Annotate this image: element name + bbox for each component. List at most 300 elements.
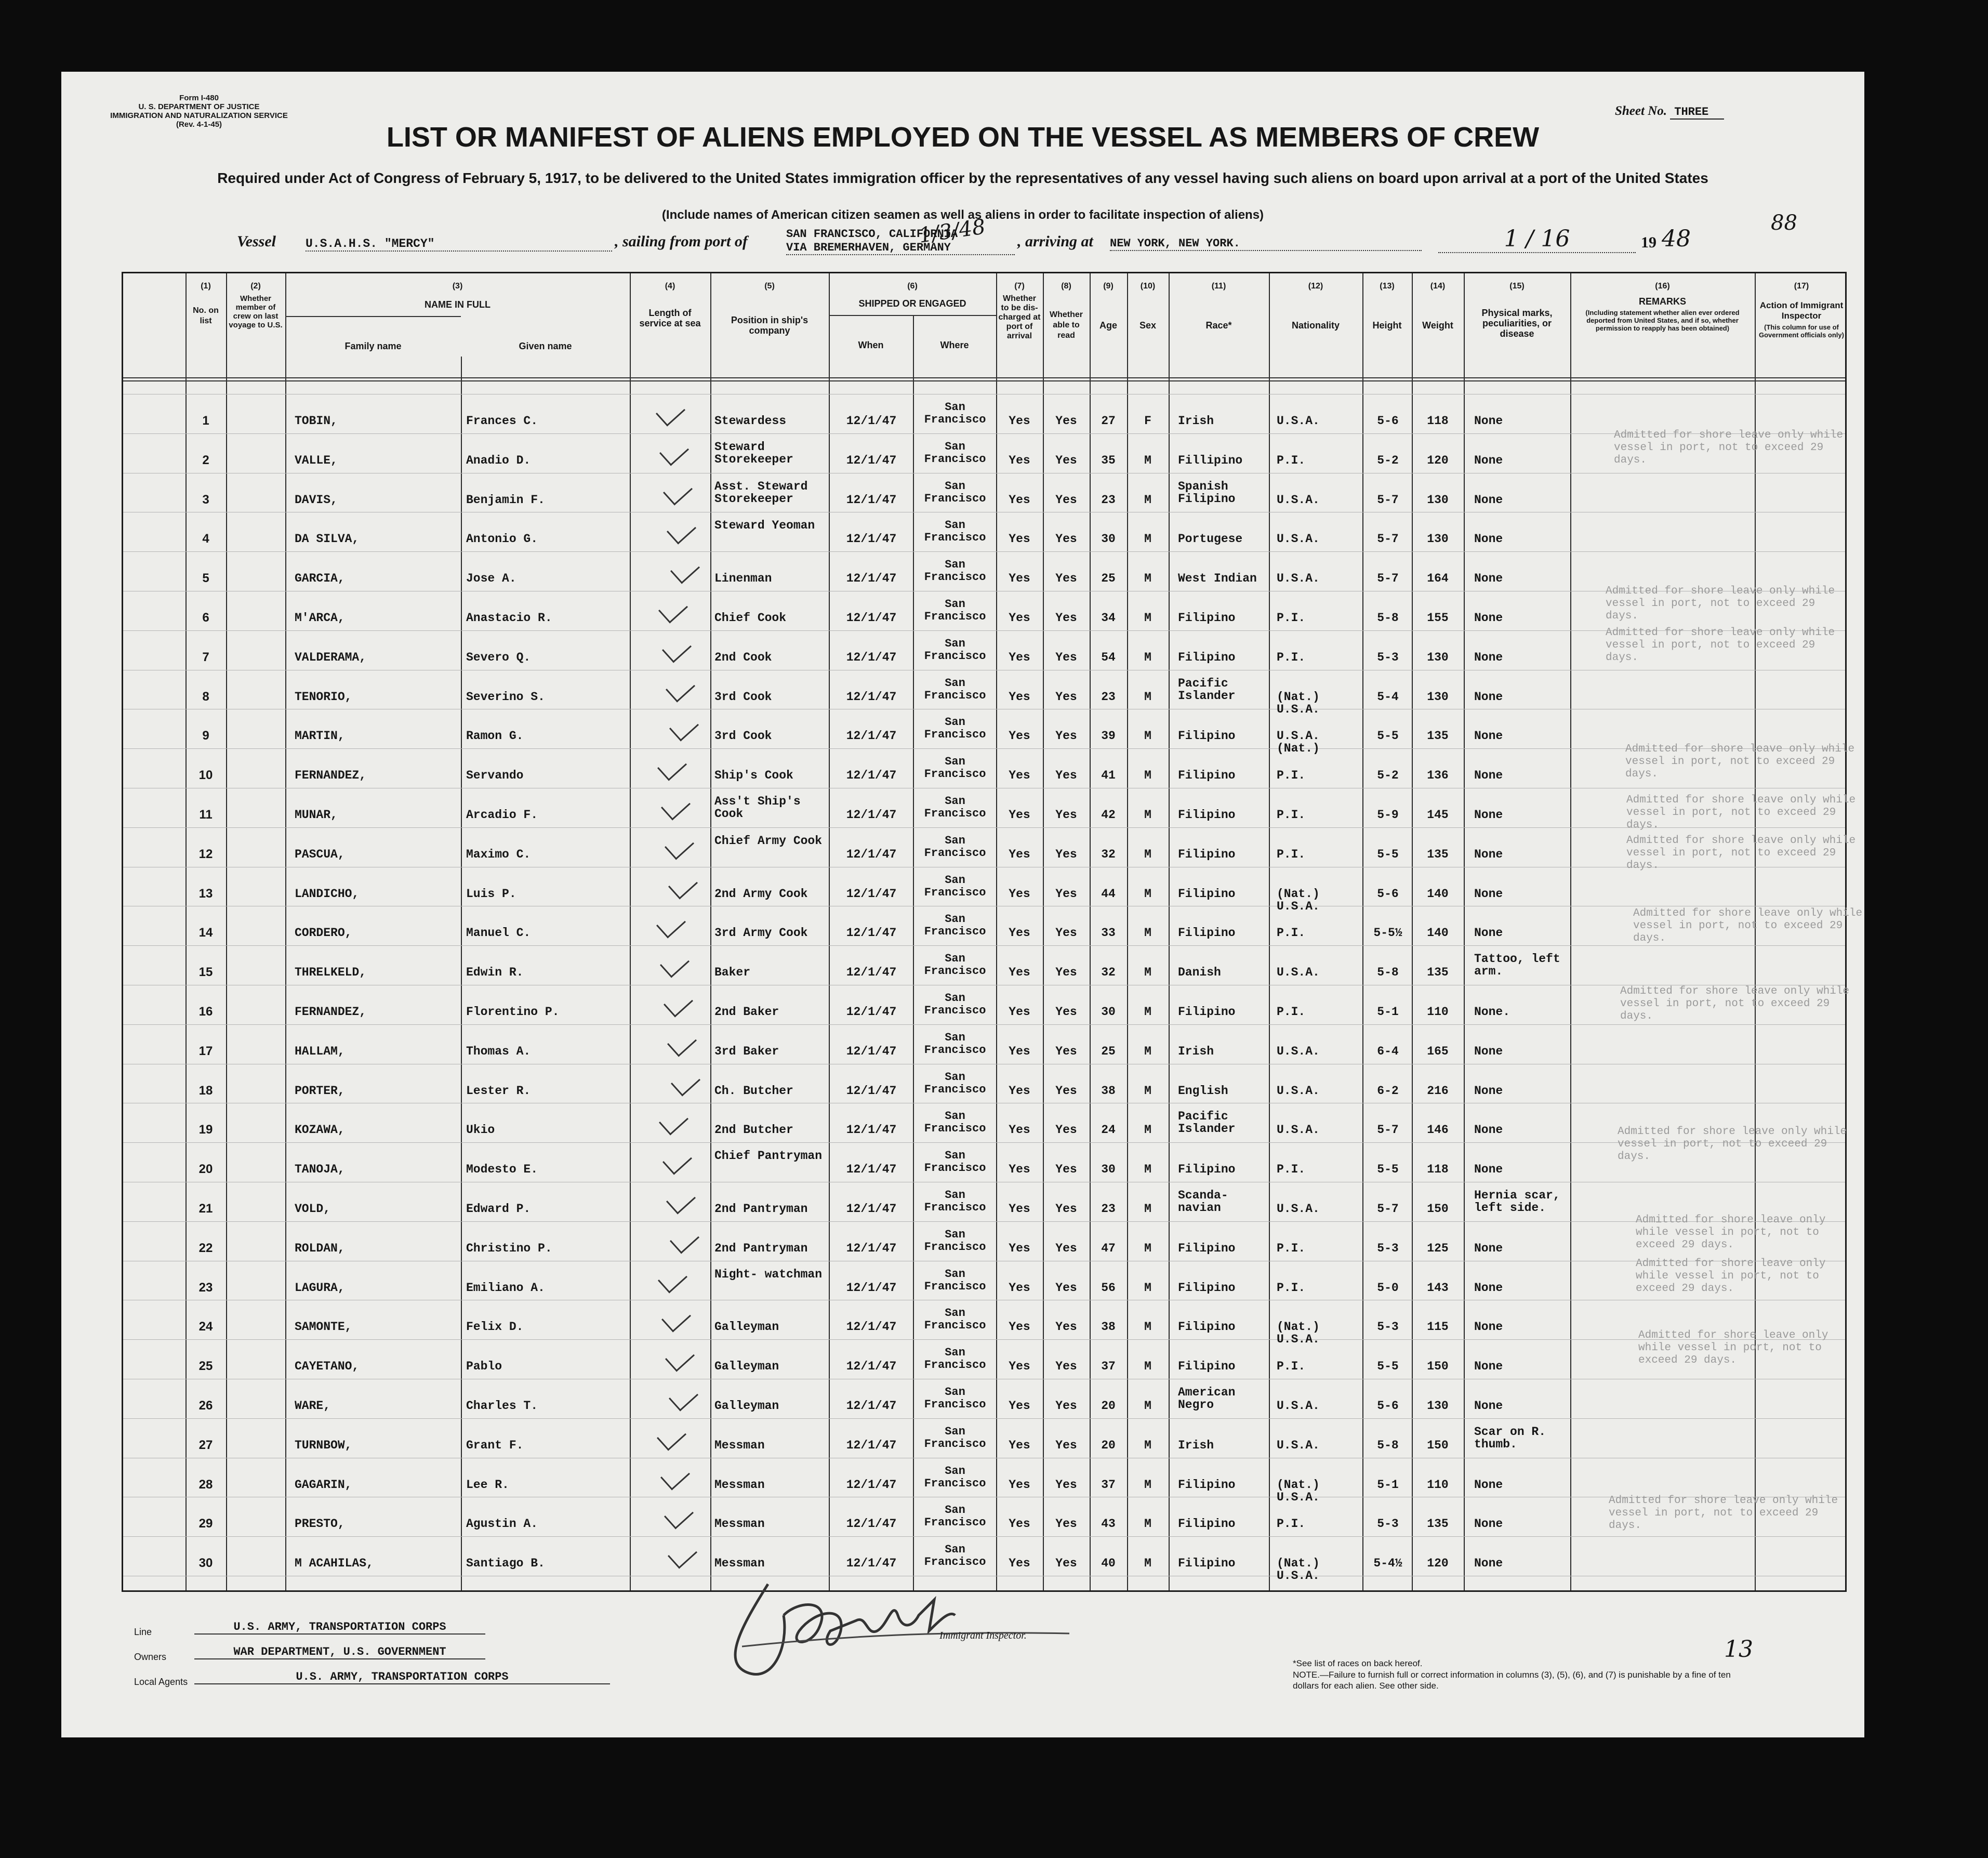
cell-read: Yes	[1055, 1202, 1077, 1216]
cell-height: 5-5	[1377, 1360, 1399, 1374]
cell-marks: None	[1474, 1123, 1503, 1137]
header-shipped-engaged: SHIPPED OR ENGAGED	[858, 298, 966, 309]
cell-when: 12/1/47	[846, 1202, 897, 1216]
cell-age: 25	[1101, 572, 1116, 586]
cell-sex: M	[1144, 532, 1151, 546]
cell-family: FERNANDEZ,	[295, 769, 367, 783]
header-whether-member: Whether member of crew on last voyage to U.S.	[229, 294, 283, 330]
cell-race: Scanda- navian	[1178, 1189, 1228, 1215]
cell-nationality: U.S.A.	[1277, 1044, 1320, 1058]
cell-sex: M	[1144, 650, 1151, 664]
cell-height: 5-8	[1377, 1438, 1399, 1452]
cell-discharged: Yes	[1009, 808, 1030, 822]
cell-discharged: Yes	[1009, 1202, 1030, 1216]
cell-position: Ship's Cook	[714, 769, 793, 783]
cell-nationality: P.I.	[1277, 1281, 1306, 1295]
cell-age: 47	[1101, 1241, 1116, 1255]
cell-marks: None	[1474, 611, 1503, 625]
cell-discharged: Yes	[1009, 769, 1030, 783]
cell-discharged: Yes	[1009, 966, 1030, 980]
cell-race: American Negro	[1178, 1386, 1236, 1412]
cell-weight: 118	[1427, 414, 1449, 428]
cell-race: Pacific Islander	[1178, 676, 1236, 703]
col-num: (17)	[1794, 282, 1809, 291]
cell-when: 12/1/47	[846, 1557, 897, 1571]
cell-marks: None	[1474, 729, 1503, 743]
cell-marks: None	[1474, 1084, 1503, 1098]
admission-stamp	[1638, 1329, 1864, 1367]
cell-age: 37	[1101, 1360, 1116, 1374]
cell-nationality: U.S.A.	[1277, 572, 1320, 586]
cell-given: Pablo	[466, 1360, 502, 1374]
service-check-mark	[669, 713, 699, 742]
cell-where: San Francisco	[924, 440, 986, 466]
cell-when: 12/1/47	[846, 1084, 897, 1098]
col-num: (8)	[1061, 282, 1071, 291]
cell-age: 34	[1101, 611, 1116, 625]
cell-height: 5-6	[1377, 414, 1399, 428]
cell-given: Maximo C.	[466, 847, 531, 861]
cell-sex: M	[1144, 847, 1151, 861]
cell-nationality: (Nat.) U.S.A.	[1277, 1557, 1320, 1583]
cell-weight: 120	[1427, 1557, 1449, 1571]
cell-given: Lee R.	[466, 1478, 509, 1492]
stamp-text: Admitted for shore leave only while vessel in port, not to exceed 29 days.	[1606, 627, 1835, 664]
cell-race: Filipino	[1178, 1005, 1236, 1019]
header-given-name: Given name	[519, 341, 572, 351]
cell-nationality: P.I.	[1277, 611, 1306, 625]
cell-race: Filipino	[1178, 769, 1236, 783]
cell-position: 2nd Butcher	[714, 1123, 793, 1137]
col-num: (11)	[1211, 282, 1226, 291]
cell-no: 8	[202, 689, 209, 704]
cell-given: Grant F.	[466, 1438, 524, 1452]
cell-discharged: Yes	[1009, 493, 1030, 507]
sailing-port-1: SAN FRANCISCO, CALIFORNIA	[786, 228, 958, 241]
service-check-mark	[656, 398, 685, 427]
service-check-mark	[667, 1027, 697, 1057]
vessel-name: U.S.A.H.S. "MERCY"	[306, 237, 612, 252]
cell-height: 5-6	[1377, 887, 1399, 901]
cell-given: Santiago B.	[466, 1557, 545, 1571]
cell-race: Filipino	[1178, 729, 1236, 743]
cell-marks: None.	[1474, 1005, 1510, 1019]
owners-label: Owners	[134, 1652, 167, 1662]
cell-given: Servando	[466, 769, 524, 783]
stamp-text: Admitted for shore leave only while vessel in port, not to exceed 29 days.	[1626, 835, 1856, 872]
penalty-note: NOTE.—Failure to furnish full or correct information in columns (3), (5), (6), and (7) is punishable by a fine of ten dollars for each alien. See other side.	[1293, 1670, 1731, 1691]
col-num: (5)	[764, 282, 775, 291]
cell-weight: 130	[1427, 650, 1449, 664]
cell-race: Filipino	[1178, 847, 1236, 861]
cell-when: 12/1/47	[846, 808, 897, 822]
cell-read: Yes	[1055, 1478, 1077, 1492]
cell-read: Yes	[1055, 611, 1077, 625]
local-agents-label: Local Agents	[134, 1677, 188, 1687]
cell-race: Filipino	[1178, 1241, 1236, 1255]
cell-age: 27	[1101, 414, 1116, 428]
cell-when: 12/1/47	[846, 572, 897, 586]
cell-nationality: P.I.	[1277, 926, 1306, 940]
cell-given: Jose A.	[466, 572, 516, 586]
cell-position: Stewardess	[714, 414, 787, 428]
cell-when: 12/1/47	[846, 532, 897, 546]
service-check-mark	[668, 870, 698, 899]
admission-stamp	[1626, 835, 1865, 872]
cell-weight: 130	[1427, 532, 1449, 546]
service-check-mark	[657, 1421, 686, 1451]
cell-nationality: P.I.	[1277, 1163, 1306, 1177]
cell-family: TENORIO,	[295, 690, 352, 704]
cell-no: 19	[198, 1123, 213, 1137]
service-check-mark	[662, 634, 692, 663]
col-num: (13)	[1380, 282, 1395, 291]
cell-read: Yes	[1055, 690, 1077, 704]
cell-no: 6	[202, 611, 209, 625]
cell-discharged: Yes	[1009, 1557, 1030, 1571]
cell-race: Filipino	[1178, 1360, 1236, 1374]
cell-weight: 146	[1427, 1123, 1449, 1137]
cell-weight: 130	[1427, 493, 1449, 507]
cell-position: Galleyman	[714, 1399, 779, 1413]
cell-nationality: P.I.	[1277, 1241, 1306, 1255]
corner-number: 13	[1724, 1636, 1753, 1663]
cell-family: SAMONTE,	[295, 1320, 352, 1334]
cell-family: PASCUA,	[295, 847, 345, 861]
header-family-name: Family name	[344, 341, 402, 351]
cell-read: Yes	[1055, 808, 1077, 822]
stamp-text: Admitted for shore leave only while vessel in port, not to exceed 29 days.	[1626, 794, 1856, 831]
cell-where: San Francisco	[924, 1110, 986, 1136]
cell-no: 30	[198, 1556, 213, 1571]
cell-height: 5-3	[1377, 1320, 1399, 1334]
cell-family: CAYETANO,	[295, 1360, 360, 1374]
cell-age: 32	[1101, 966, 1116, 980]
cell-family: CORDERO,	[295, 926, 352, 940]
cell-when: 12/1/47	[846, 650, 897, 664]
admission-stamp	[1620, 985, 1859, 1023]
cell-nationality: P.I.	[1277, 1005, 1306, 1019]
cell-read: Yes	[1055, 1320, 1077, 1334]
cell-no: 12	[198, 847, 213, 861]
cell-weight: 110	[1427, 1005, 1449, 1019]
header-nationality: Nationality	[1291, 320, 1340, 331]
cell-height: 5-3	[1377, 1241, 1399, 1255]
header-remarks: REMARKS	[1638, 296, 1686, 307]
cell-race: Filipino	[1178, 887, 1236, 901]
cell-sex: M	[1144, 1044, 1151, 1058]
cell-no: 24	[198, 1320, 213, 1334]
cell-position: Night- watchman	[714, 1267, 823, 1281]
cell-weight: 125	[1427, 1241, 1449, 1255]
arriving-label: , arriving at	[1017, 233, 1093, 250]
col-num: (1)	[201, 282, 211, 291]
admission-stamp	[1625, 743, 1864, 781]
cell-race: Filipino	[1178, 926, 1236, 940]
cell-given: Ukio	[466, 1123, 495, 1137]
cell-when: 12/1/47	[846, 887, 897, 901]
cell-position: Galleyman	[714, 1320, 779, 1334]
cell-sex: M	[1144, 769, 1151, 783]
cell-height: 5-2	[1377, 769, 1399, 783]
cell-sex: M	[1144, 926, 1151, 940]
cell-race: Irish	[1178, 1438, 1214, 1452]
cell-given: Modesto E.	[466, 1163, 538, 1177]
cell-sex: M	[1144, 1360, 1151, 1374]
department-name: U. S. DEPARTMENT OF JUSTICE	[138, 102, 260, 111]
cell-given: Severino S.	[466, 690, 545, 704]
cell-position: 3rd Baker	[714, 1044, 779, 1058]
cell-height: 5-8	[1377, 611, 1399, 625]
cell-marks: None	[1474, 1241, 1503, 1255]
cell-weight: 120	[1427, 453, 1449, 467]
cell-discharged: Yes	[1009, 690, 1030, 704]
cell-position: Messman	[714, 1557, 765, 1571]
cell-no: 9	[202, 729, 209, 743]
cell-when: 12/1/47	[846, 690, 897, 704]
stamp-text: Admitted for shore leave only while vessel in port, not to exceed 29 days.	[1618, 1126, 1847, 1163]
line-label: Line	[134, 1627, 152, 1637]
cell-marks: None	[1474, 650, 1503, 664]
cell-marks: None	[1474, 1517, 1503, 1531]
cell-position: Galleyman	[714, 1360, 779, 1374]
cell-sex: F	[1144, 414, 1151, 428]
cell-sex: M	[1144, 1005, 1151, 1019]
cell-where: San Francisco	[924, 1189, 986, 1214]
cell-discharged: Yes	[1009, 650, 1030, 664]
cell-position: 2nd Pantryman	[714, 1202, 808, 1216]
cell-age: 24	[1101, 1123, 1116, 1137]
cell-sex: M	[1144, 1517, 1151, 1531]
cell-position: Chief Army Cook	[714, 834, 823, 848]
cell-age: 37	[1101, 1478, 1116, 1492]
arriving-port: NEW YORK, NEW YORK.	[1110, 237, 1422, 251]
cell-family: TANOJA,	[295, 1163, 345, 1177]
cell-nationality: U.S.A.	[1277, 966, 1320, 980]
cell-weight: 143	[1427, 1281, 1449, 1295]
cell-family: VALLE,	[295, 453, 338, 467]
col-num: (2)	[250, 282, 261, 291]
cell-where: San Francisco	[924, 1149, 986, 1175]
cell-discharged: Yes	[1009, 1399, 1030, 1413]
cell-no: 21	[198, 1202, 213, 1216]
cell-race: Portugese	[1178, 532, 1243, 546]
cell-race: Spanish Filipino	[1178, 479, 1236, 506]
cell-nationality: U.S.A.	[1277, 1438, 1320, 1452]
cell-age: 41	[1101, 769, 1116, 783]
admission-stamp	[1609, 1495, 1853, 1532]
cell-when: 12/1/47	[846, 1360, 897, 1374]
cell-nationality: (Nat.) U.S.A.	[1277, 1320, 1320, 1347]
cell-age: 40	[1101, 1557, 1116, 1571]
cell-when: 12/1/47	[846, 493, 897, 507]
cell-race: Filipino	[1178, 1478, 1236, 1492]
cell-height: 5-5½	[1373, 926, 1402, 940]
cell-sex: M	[1144, 1163, 1151, 1177]
service-check-mark	[660, 949, 690, 978]
sheet-number-field	[1615, 104, 1724, 118]
arrival-date: 1 / 16	[1438, 226, 1636, 253]
cell-age: 20	[1101, 1399, 1116, 1413]
cell-family: HALLAM,	[295, 1044, 345, 1058]
cell-when: 12/1/47	[846, 926, 897, 940]
service-check-mark	[664, 1500, 694, 1530]
cell-weight: 150	[1427, 1438, 1449, 1452]
header-height: Height	[1372, 320, 1402, 331]
cell-sex: M	[1144, 1320, 1151, 1334]
cell-discharged: Yes	[1009, 1281, 1030, 1295]
cell-read: Yes	[1055, 769, 1077, 783]
cell-marks: None	[1474, 1557, 1503, 1571]
cell-weight: 145	[1427, 808, 1449, 822]
cell-where: San Francisco	[924, 795, 986, 820]
cell-weight: 135	[1427, 1517, 1449, 1531]
cell-height: 5-5	[1377, 729, 1399, 743]
cell-where: San Francisco	[924, 1031, 986, 1057]
cell-nationality: (Nat.) U.S.A.	[1277, 690, 1320, 716]
cell-race: Filipino	[1178, 1320, 1236, 1334]
service-check-mark	[666, 673, 695, 702]
service-check-mark	[663, 476, 693, 505]
cell-age: 30	[1101, 1005, 1116, 1019]
cell-where: San Francisco	[924, 1386, 986, 1411]
cell-no: 2	[202, 453, 209, 467]
cell-height: 5-5	[1377, 847, 1399, 861]
cell-given: Arcadio F.	[466, 808, 538, 822]
cell-sex: M	[1144, 493, 1151, 507]
cell-where: San Francisco	[924, 637, 986, 663]
col-num: (12)	[1308, 282, 1323, 291]
cell-where: San Francisco	[924, 1070, 986, 1096]
cell-race: West Indian	[1178, 572, 1257, 586]
cell-sex: M	[1144, 1241, 1151, 1255]
cell-age: 33	[1101, 926, 1116, 940]
header-length-of-service: Length of service at sea	[639, 308, 701, 328]
service-check-mark	[659, 437, 689, 466]
cell-height: 5-2	[1377, 453, 1399, 467]
include-note: (Include names of American citizen seamen as well as aliens in order to facilitate inspection of aliens)	[661, 208, 1264, 222]
service-check-mark	[665, 831, 694, 860]
cell-family: THRELKELD,	[295, 966, 367, 980]
cell-discharged: Yes	[1009, 453, 1030, 467]
cell-position: Chief Cook	[714, 611, 787, 625]
cell-weight: 130	[1427, 1399, 1449, 1413]
cell-read: Yes	[1055, 729, 1077, 743]
cell-read: Yes	[1055, 414, 1077, 428]
cell-read: Yes	[1055, 1281, 1077, 1295]
cell-family: VOLD,	[295, 1202, 331, 1216]
cell-position: 2nd Pantryman	[714, 1241, 808, 1255]
cell-no: 23	[198, 1280, 213, 1295]
cell-nationality: P.I.	[1277, 453, 1306, 467]
line-value: U.S. ARMY, TRANSPORTATION CORPS	[194, 1620, 485, 1635]
cell-no: 18	[198, 1083, 213, 1098]
cell-given: Thomas A.	[466, 1044, 531, 1058]
service-check-mark	[665, 1343, 695, 1372]
stamp-text: Admitted for shore leave only while vessel in port, not to exceed 29 days.	[1633, 907, 1863, 944]
owners-value: WAR DEPARTMENT, U.S. GOVERNMENT	[194, 1645, 485, 1659]
page-title: LIST OR MANIFEST OF ALIENS EMPLOYED ON THE VESSEL AS MEMBERS OF CREW	[386, 122, 1540, 153]
cell-where: San Francisco	[924, 952, 986, 978]
admission-stamp	[1614, 429, 1858, 467]
cell-discharged: Yes	[1009, 729, 1030, 743]
cell-nationality: P.I.	[1277, 808, 1306, 822]
admission-stamp	[1633, 907, 1864, 945]
cell-height: 5-7	[1377, 532, 1399, 546]
stamp-text: Admitted for shore leave only while vessel in port, not to exceed 29 days.	[1609, 1495, 1838, 1532]
cell-given: Agustin A.	[466, 1517, 538, 1531]
cell-given: Emiliano A.	[466, 1281, 545, 1295]
cell-weight: 135	[1427, 847, 1449, 861]
header-race: Race*	[1205, 320, 1232, 331]
admission-stamp	[1606, 627, 1850, 664]
cell-marks: None	[1474, 1281, 1503, 1295]
cell-nationality: U.S.A.	[1277, 1084, 1320, 1098]
cell-where: San Francisco	[924, 598, 986, 623]
cell-marks: Hernia scar, left side.	[1474, 1189, 1560, 1215]
cell-height: 5-9	[1377, 808, 1399, 822]
cell-where: San Francisco	[924, 1267, 986, 1293]
stamp-text: Admitted for shore leave only while vessel in port, not to exceed 29 days.	[1636, 1214, 1826, 1251]
cell-age: 38	[1101, 1084, 1116, 1098]
service-check-mark	[670, 555, 700, 584]
cell-read: Yes	[1055, 532, 1077, 546]
cell-family: PRESTO,	[295, 1517, 345, 1531]
crew-table	[122, 272, 1847, 1592]
cell-no: 5	[202, 571, 209, 586]
cell-marks: None	[1474, 453, 1503, 467]
cell-position: Messman	[714, 1478, 765, 1492]
cell-weight: 150	[1427, 1360, 1449, 1374]
manifest-sheet	[61, 72, 1864, 1737]
cell-nationality: U.S.A. (Nat.)	[1277, 729, 1320, 756]
cell-read: Yes	[1055, 1557, 1077, 1571]
cell-where: San Francisco	[924, 1346, 986, 1372]
cell-no: 15	[198, 965, 213, 980]
header-where: Where	[940, 340, 969, 350]
cell-when: 12/1/47	[846, 1478, 897, 1492]
cell-race: Filipino	[1178, 611, 1236, 625]
cell-family: VALDERAMA,	[295, 650, 367, 664]
cell-position: Messman	[714, 1517, 765, 1531]
cell-family: DA SILVA,	[295, 532, 360, 546]
cell-where: San Francisco	[924, 755, 986, 781]
cell-read: Yes	[1055, 1163, 1077, 1177]
cell-marks: None	[1474, 1163, 1503, 1177]
cell-nationality: P.I.	[1277, 1517, 1306, 1531]
service-check-mark	[670, 1224, 699, 1254]
cell-race: English	[1178, 1084, 1228, 1098]
year-suffix: 48	[1662, 226, 1691, 252]
cell-family: MUNAR,	[295, 808, 338, 822]
cell-age: 56	[1101, 1281, 1116, 1295]
cell-position: Ch. Butcher	[714, 1084, 793, 1098]
cell-height: 5-0	[1377, 1281, 1399, 1295]
cell-race: Filipino	[1178, 1517, 1236, 1531]
cell-weight: 135	[1427, 966, 1449, 980]
cell-nationality: U.S.A.	[1277, 414, 1320, 428]
cell-height: 5-4½	[1373, 1557, 1402, 1571]
cell-weight: 164	[1427, 572, 1449, 586]
cell-position: 3rd Army Cook	[714, 926, 808, 940]
cell-discharged: Yes	[1009, 1123, 1030, 1137]
cell-where: San Francisco	[924, 1228, 986, 1254]
cell-age: 20	[1101, 1438, 1116, 1452]
cell-discharged: Yes	[1009, 532, 1030, 546]
cell-weight: 216	[1427, 1084, 1449, 1098]
service-name: IMMIGRATION AND NATURALIZATION SERVICE	[110, 111, 288, 120]
cell-marks: None	[1474, 572, 1503, 586]
